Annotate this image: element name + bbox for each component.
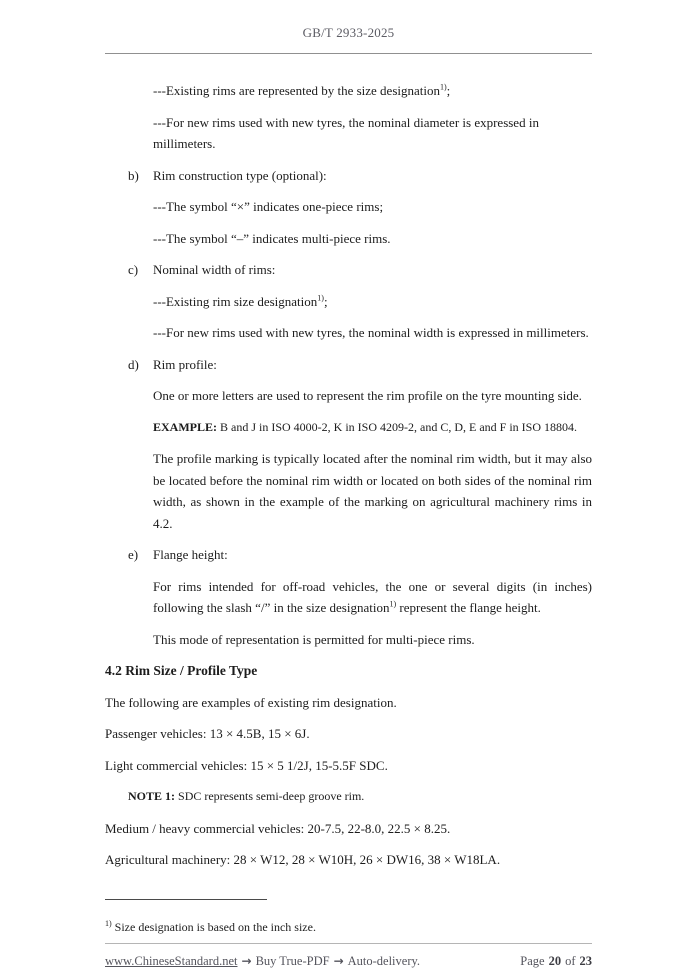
list-label: c): [128, 262, 139, 277]
document-body: [0, 54, 693, 871]
paragraph-agricultural: Agricultural machinery: 28 × W12, 28 × W10H, 26 × DW16, 38 × W18LA.: [105, 852, 501, 867]
list-item-c: [128, 259, 592, 281]
paragraph-text: ;: [446, 83, 451, 98]
arrow-right-icon: →: [241, 953, 252, 968]
footnote-marker: 1): [105, 918, 112, 928]
note-label: NOTE 1:: [128, 789, 176, 803]
chinesestandard-link[interactable]: www.ChineseStandard.net: [105, 953, 238, 968]
example-label: EXAMPLE:: [153, 419, 217, 434]
paragraph-existing-rims: [153, 80, 592, 102]
list-item-title: Nominal width of rims:: [153, 262, 276, 277]
section-heading-4-2: 4.2 Rim Size / Profile Type: [105, 663, 258, 678]
paragraph-symbol-x: ---The symbol “×” indicates one-piece rims;: [153, 199, 384, 214]
footer-left: [105, 954, 420, 969]
list-label: b): [128, 167, 139, 183]
footnote: [0, 900, 693, 934]
arrow-right-icon: →: [333, 953, 344, 968]
list-label: e): [128, 547, 139, 562]
list-item-e: [128, 544, 592, 566]
paragraph-symbol-dash: ---The symbol “–” indicates multi-piece rims.: [153, 230, 391, 246]
list-item-title: Flange height:: [153, 547, 228, 562]
current-page-number: 20: [548, 953, 562, 968]
paragraph-light-commercial: Light commercial vehicles: 15 × 5 1/2J, 15-5.5F SDC.: [105, 757, 388, 773]
page-footer: [0, 944, 693, 969]
paragraph-flange: [153, 576, 592, 619]
list-item-title: Rim profile:: [153, 356, 217, 372]
list-item-title: Rim construction type (optional):: [153, 167, 327, 183]
paragraph-text: For rims intended for off-road vehicles, the one or several digits (in inches) following the slash “/” in the size designation: [153, 578, 592, 615]
note-text: SDC represents semi-deep groove rim.: [175, 789, 365, 803]
paragraph-new-rims-width: ---For new rims used with new tyres, the nominal width is expressed in millimeters.: [153, 325, 589, 340]
paragraph-text: ---Existing rims are represented by the size designation: [153, 83, 440, 98]
list-item-d: [128, 354, 592, 376]
paragraph-text: ;: [323, 293, 328, 309]
footer-delivery-text: Auto-delivery.: [347, 953, 421, 968]
footnote-ref: 1): [389, 599, 397, 609]
paragraph-letters: One or more letters are used to represent the rim profile on the tyre mounting side.: [153, 388, 582, 403]
paragraph-multi-piece: This mode of representation is permitted for multi-piece rims.: [153, 631, 475, 647]
total-page-number: 23: [579, 953, 592, 968]
list-item-b: [128, 165, 592, 187]
footnote-ref: 1): [440, 82, 447, 92]
standard-number: GB/T 2933-2025: [302, 25, 395, 40]
paragraph-text: represent the flange height.: [396, 600, 541, 615]
paragraph-new-rims-diameter: ---For new rims used with new tyres, the nominal diameter is expressed in millimeters.: [153, 114, 539, 151]
paragraph-passenger: Passenger vehicles: 13 × 4.5B, 15 × 6J.: [105, 726, 310, 741]
footnote-ref: 1): [317, 293, 324, 303]
paragraph-example: [153, 417, 592, 439]
paragraph-following: The following are examples of existing rim designation.: [105, 694, 397, 710]
paragraph-note-1: [128, 786, 592, 808]
paragraph-text: ---Existing rim size designation: [153, 293, 318, 309]
page-label: Page: [520, 953, 545, 968]
paragraph-existing-rim-size: [153, 291, 592, 313]
example-text: B and J in ISO 4000-2, K in ISO 4209-2, and C, D, E and F in ISO 18804.: [217, 419, 577, 434]
paragraph-profile-marking: The profile marking is typically located after the nominal rim width, but it may also be located before the nominal rim width or located on both sides of the nominal rim width, as shown in the example of the marking on agricultural machinery rims in 4.2.: [153, 451, 592, 531]
list-label: d): [128, 356, 139, 372]
page-indicator: [516, 954, 592, 969]
footnote-text: Size designation is based on the inch size.: [111, 919, 316, 934]
footer-buy-text: Buy True-PDF: [255, 953, 330, 968]
page-header: [0, 0, 693, 54]
paragraph-medium-heavy: Medium / heavy commercial vehicles: 20-7.5, 22-8.0, 22.5 × 8.25.: [105, 820, 451, 836]
of-label: of: [565, 953, 576, 968]
